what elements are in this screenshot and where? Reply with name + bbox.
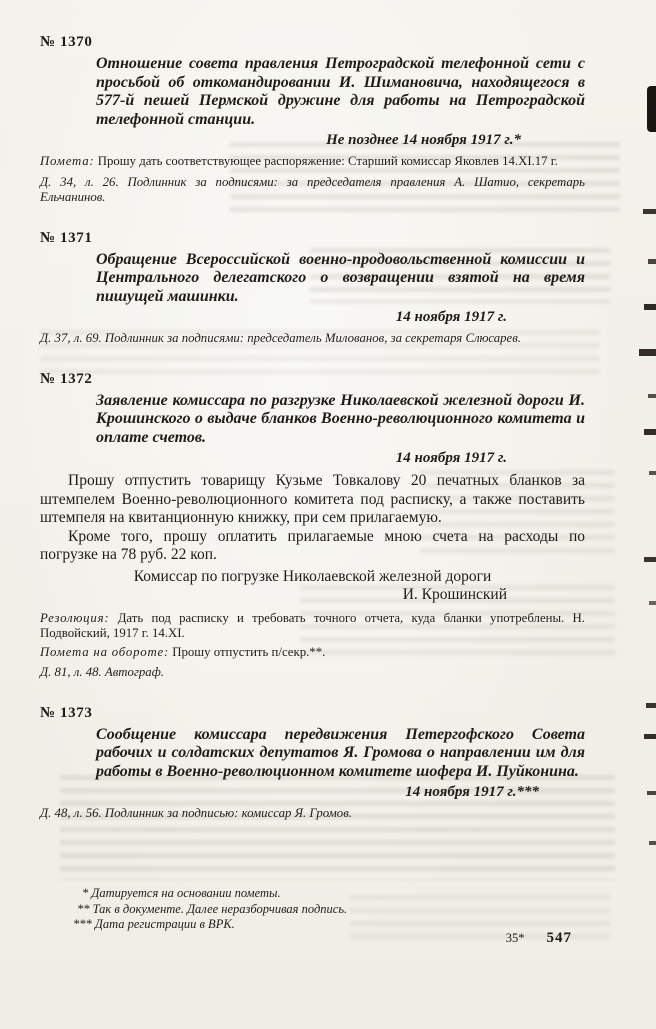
document-date: 14 ноября 1917 г. (395, 309, 507, 325)
nota-text: Прошу отпустить п/секр.**. (172, 644, 326, 659)
document-entry-1370 (40, 34, 585, 206)
signature-name: И. Крошинский (402, 586, 507, 603)
document-entry-1373 (40, 705, 585, 822)
footnote: ** Так в документе. Далее неразборчивая подпись. (77, 901, 348, 916)
document-number: № 1370 (40, 34, 93, 50)
body-paragraph: Кроме того, прошу оплатить прилагаемые мною счета на расходы по погрузке на 78 руб. 22 коп. (40, 527, 585, 563)
document-number: № 1373 (40, 704, 93, 721)
document-number: № 1372 (40, 370, 93, 387)
scan-artifact (644, 429, 656, 435)
scan-artifact (647, 791, 656, 795)
document-number: № 1371 (40, 229, 93, 246)
footnotes (73, 886, 348, 933)
document-date: 14 ноября 1917 г. (395, 450, 507, 466)
scan-artifact (643, 209, 656, 214)
signature-position: Комиссар по погрузке Николаевской железной дороги (133, 567, 492, 585)
scan-artifact (647, 86, 656, 132)
source-line: Д. 81, л. 48. Автограф. (40, 665, 164, 679)
scan-artifact (649, 841, 656, 845)
scan-artifact (649, 601, 656, 605)
scan-artifact (648, 259, 656, 264)
document-title: Сообщение комиссара передвижения Петергофского Совета рабочих и солдатских депутатов Я. Громова о направлении им для работы в Военно-революционном комитете шофера И. Пуйконина. (96, 725, 585, 780)
nota-text: Прошу дать соответствующее распоряжение: Старший комиссар Яковлев 14.XI.17 г. (97, 154, 558, 168)
footnote: *** Дата регистрации в ВРК. (73, 917, 235, 931)
nota-line (40, 645, 585, 661)
document-date: Не позднее 14 ноября 1917 г.* (326, 132, 521, 148)
source-line: Д. 37, л. 69. Подлинник за подписями: председатель Милованов, за секретаря Слюсарев. (40, 331, 521, 345)
document-date: 14 ноября 1917 г.*** (405, 784, 539, 800)
scan-artifact (639, 349, 656, 356)
nota-label: Помета на обороте: (40, 644, 170, 659)
source-line: Д. 34, л. 26. Подлинник за подписями: за председателя правления А. Шатио, секретарь Ельчанинов. (40, 174, 585, 204)
footnote: * Датируется на основании пометы. (82, 886, 281, 900)
resolution-text: Дать под расписку и требовать точного отчета, куда бланки употреблены. Н. Подвойский, 1917 г. 14.XI. (40, 610, 585, 640)
nota-label: Помета: (40, 154, 95, 168)
document-title: Обращение Всероссийской военно-продовольственной комиссии и Центрального делегатского о возвращении взятой на время пишущей машинки. (96, 250, 585, 305)
page-footer (506, 930, 572, 947)
scan-artifact (644, 734, 656, 739)
document-entry-1372 (40, 371, 585, 681)
resolution-label: Резолюция: (40, 610, 110, 625)
source-line: Д. 48, л. 56. Подлинник за подписью: комиссар Я. Громов. (40, 806, 352, 820)
page-number: 547 (546, 930, 572, 946)
nota-line (40, 154, 585, 170)
scan-artifact (649, 471, 656, 475)
document-entry-1371 (40, 230, 585, 347)
document-title: Заявление комиссара по разгрузке Николаевской железной дороги И. Крошинского о выдаче бланков Военно-революционного комитета и оплате счетов. (96, 391, 585, 446)
scan-artifact (644, 557, 656, 562)
scan-artifact (648, 394, 656, 398)
resolution-line (40, 611, 585, 642)
scan-artifact (644, 304, 656, 310)
body-paragraph: Прошу отпустить товарищу Кузьме Товкалову 20 печатных бланков за штемпелем Военно-революционного комитета под расписку, а также поставить штемпеля на квитанционную книжку, при сем прилагаемую. (40, 472, 585, 526)
document-title: Отношение совета правления Петроградской телефонной сети с просьбой об откомандировании И. Шимановича, находящегося в 577-й пешей Пермской дружине для работы на Петроградской телефонной станции. (96, 55, 585, 128)
signature-mark: 35* (505, 931, 525, 945)
scan-artifact (646, 703, 656, 708)
